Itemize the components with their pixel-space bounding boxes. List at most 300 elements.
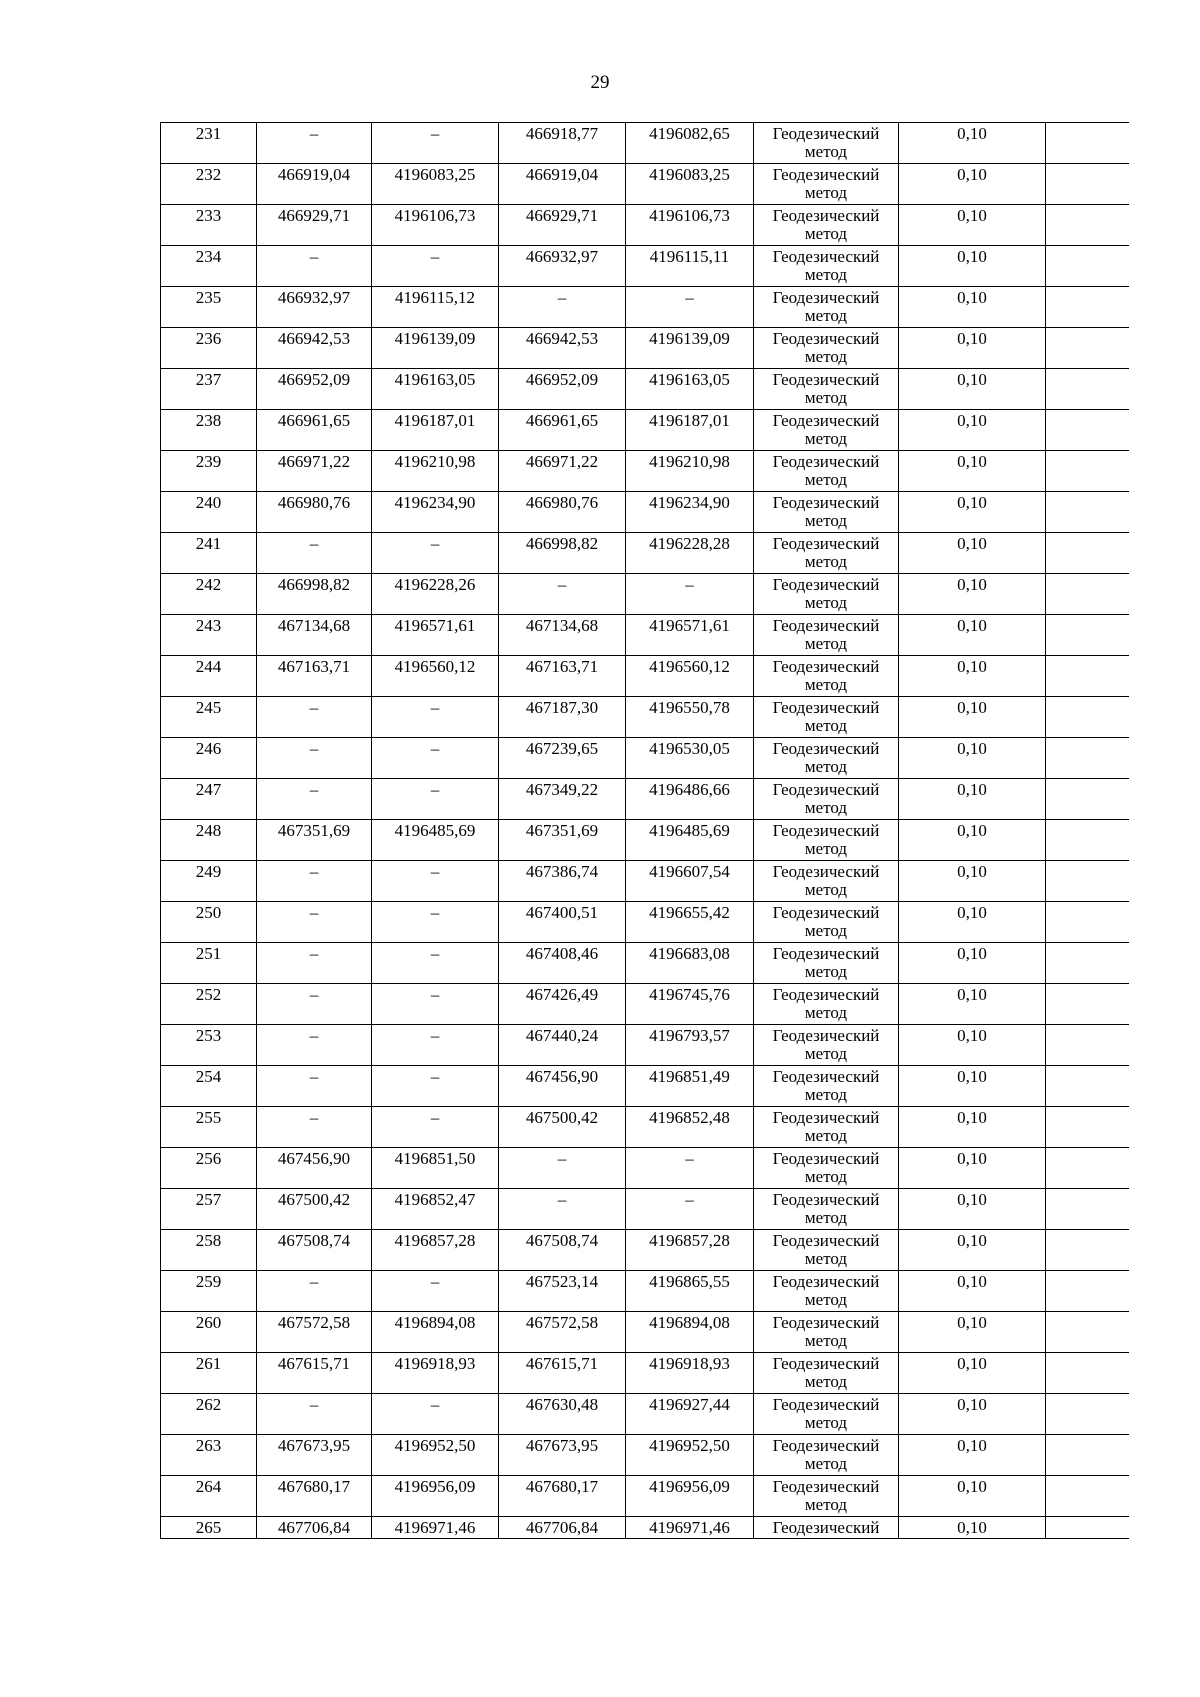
new-x-cell: 466929,71	[499, 205, 626, 246]
accuracy-cell: 0,10	[899, 1435, 1046, 1476]
existing-x-cell: –	[257, 246, 372, 287]
point-number-cell: 265	[161, 1517, 257, 1539]
accuracy-cell: 0,10	[899, 861, 1046, 902]
point-number-cell: 231	[161, 123, 257, 164]
existing-y-cell: 4196106,73	[372, 205, 499, 246]
new-y-cell: 4196228,28	[626, 533, 754, 574]
accuracy-cell: 0,10	[899, 984, 1046, 1025]
new-y-cell: 4196530,05	[626, 738, 754, 779]
new-x-cell: 466942,53	[499, 328, 626, 369]
new-y-cell: 4196210,98	[626, 451, 754, 492]
new-x-cell: 467456,90	[499, 1066, 626, 1107]
new-x-cell: 466918,77	[499, 123, 626, 164]
existing-y-cell: –	[372, 697, 499, 738]
method-cell: Геодезический метод	[754, 615, 899, 656]
existing-x-cell: 467163,71	[257, 656, 372, 697]
point-number-cell: 237	[161, 369, 257, 410]
method-cell: Геодезический метод	[754, 451, 899, 492]
point-number-cell: 260	[161, 1312, 257, 1353]
accuracy-cell: 0,10	[899, 533, 1046, 574]
method-cell: Геодезический метод	[754, 1435, 899, 1476]
empty-cell	[1046, 1435, 1129, 1476]
existing-y-cell: –	[372, 738, 499, 779]
existing-x-cell: –	[257, 861, 372, 902]
empty-cell	[1046, 697, 1129, 738]
table-row	[161, 1066, 1129, 1107]
existing-y-cell: –	[372, 1271, 499, 1312]
accuracy-cell: 0,10	[899, 902, 1046, 943]
empty-cell	[1046, 1230, 1129, 1271]
point-number-cell: 247	[161, 779, 257, 820]
empty-cell	[1046, 369, 1129, 410]
new-y-cell: 4196793,57	[626, 1025, 754, 1066]
existing-x-cell: 466998,82	[257, 574, 372, 615]
existing-y-cell: 4196857,28	[372, 1230, 499, 1271]
existing-y-cell: –	[372, 902, 499, 943]
point-number-cell: 264	[161, 1476, 257, 1517]
accuracy-cell: 0,10	[899, 246, 1046, 287]
method-cell: Геодезический метод	[754, 738, 899, 779]
new-x-cell: 467134,68	[499, 615, 626, 656]
existing-y-cell: 4196956,09	[372, 1476, 499, 1517]
new-y-cell: –	[626, 1189, 754, 1230]
existing-x-cell: 466932,97	[257, 287, 372, 328]
point-number-cell: 240	[161, 492, 257, 533]
existing-x-cell: 466961,65	[257, 410, 372, 451]
accuracy-cell: 0,10	[899, 574, 1046, 615]
table-row	[161, 1271, 1129, 1312]
existing-x-cell: –	[257, 779, 372, 820]
new-x-cell: –	[499, 1189, 626, 1230]
accuracy-cell: 0,10	[899, 943, 1046, 984]
table-row	[161, 697, 1129, 738]
new-y-cell: 4196139,09	[626, 328, 754, 369]
new-x-cell: 466919,04	[499, 164, 626, 205]
existing-y-cell: –	[372, 1394, 499, 1435]
accuracy-cell: 0,10	[899, 1025, 1046, 1066]
point-number-cell: 236	[161, 328, 257, 369]
new-y-cell: 4196956,09	[626, 1476, 754, 1517]
new-y-cell: 4196971,46	[626, 1517, 754, 1539]
page-number: 29	[590, 72, 610, 93]
existing-y-cell: 4196115,12	[372, 287, 499, 328]
accuracy-cell: 0,10	[899, 1189, 1046, 1230]
accuracy-cell: 0,10	[899, 1107, 1046, 1148]
table-row	[161, 1312, 1129, 1353]
new-y-cell: –	[626, 574, 754, 615]
new-x-cell: –	[499, 574, 626, 615]
new-x-cell: 467351,69	[499, 820, 626, 861]
existing-y-cell: 4196139,09	[372, 328, 499, 369]
empty-cell	[1046, 287, 1129, 328]
table-row	[161, 369, 1129, 410]
table-row	[161, 1189, 1129, 1230]
existing-x-cell: –	[257, 943, 372, 984]
existing-y-cell: 4196851,50	[372, 1148, 499, 1189]
existing-y-cell: –	[372, 1066, 499, 1107]
new-y-cell: 4196865,55	[626, 1271, 754, 1312]
new-y-cell: 4196485,69	[626, 820, 754, 861]
method-cell: Геодезический метод	[754, 1107, 899, 1148]
existing-y-cell: –	[372, 779, 499, 820]
coordinates-table	[160, 122, 1129, 1539]
accuracy-cell: 0,10	[899, 369, 1046, 410]
empty-cell	[1046, 533, 1129, 574]
new-y-cell: 4196918,93	[626, 1353, 754, 1394]
point-number-cell: 246	[161, 738, 257, 779]
new-y-cell: 4196851,49	[626, 1066, 754, 1107]
method-cell: Геодезический метод	[754, 287, 899, 328]
new-x-cell: 467508,74	[499, 1230, 626, 1271]
existing-x-cell: 466952,09	[257, 369, 372, 410]
new-x-cell: 467400,51	[499, 902, 626, 943]
coordinates-table-body	[161, 123, 1129, 1539]
new-y-cell: 4196852,48	[626, 1107, 754, 1148]
accuracy-cell: 0,10	[899, 328, 1046, 369]
accuracy-cell: 0,10	[899, 410, 1046, 451]
existing-y-cell: 4196571,61	[372, 615, 499, 656]
point-number-cell: 259	[161, 1271, 257, 1312]
point-number-cell: 254	[161, 1066, 257, 1107]
point-number-cell: 258	[161, 1230, 257, 1271]
empty-cell	[1046, 328, 1129, 369]
existing-y-cell: –	[372, 533, 499, 574]
point-number-cell: 241	[161, 533, 257, 574]
method-cell: Геодезический метод	[754, 1230, 899, 1271]
table-row	[161, 861, 1129, 902]
existing-x-cell: 467706,84	[257, 1517, 372, 1539]
existing-x-cell: 467456,90	[257, 1148, 372, 1189]
existing-x-cell: 467572,58	[257, 1312, 372, 1353]
table-row	[161, 533, 1129, 574]
method-cell: Геодезический метод	[754, 492, 899, 533]
accuracy-cell: 0,10	[899, 615, 1046, 656]
empty-cell	[1046, 1189, 1129, 1230]
existing-y-cell: 4196187,01	[372, 410, 499, 451]
empty-cell	[1046, 492, 1129, 533]
existing-x-cell: –	[257, 1271, 372, 1312]
empty-cell	[1046, 1271, 1129, 1312]
existing-y-cell: –	[372, 984, 499, 1025]
accuracy-cell: 0,10	[899, 820, 1046, 861]
existing-x-cell: 467351,69	[257, 820, 372, 861]
new-y-cell: 4196927,44	[626, 1394, 754, 1435]
new-y-cell: 4196952,50	[626, 1435, 754, 1476]
existing-x-cell: –	[257, 1025, 372, 1066]
accuracy-cell: 0,10	[899, 1066, 1046, 1107]
table-row	[161, 615, 1129, 656]
empty-cell	[1046, 615, 1129, 656]
existing-x-cell: –	[257, 697, 372, 738]
table-row	[161, 1107, 1129, 1148]
existing-x-cell: 467673,95	[257, 1435, 372, 1476]
new-y-cell: 4196187,01	[626, 410, 754, 451]
table-row	[161, 287, 1129, 328]
existing-x-cell: 466980,76	[257, 492, 372, 533]
method-cell: Геодезический метод	[754, 697, 899, 738]
point-number-cell: 252	[161, 984, 257, 1025]
existing-x-cell: 467615,71	[257, 1353, 372, 1394]
new-y-cell: 4196115,11	[626, 246, 754, 287]
existing-y-cell: 4196228,26	[372, 574, 499, 615]
new-x-cell: 467500,42	[499, 1107, 626, 1148]
new-x-cell: 467408,46	[499, 943, 626, 984]
empty-cell	[1046, 1517, 1129, 1539]
empty-cell	[1046, 656, 1129, 697]
method-cell: Геодезический метод	[754, 328, 899, 369]
existing-x-cell: –	[257, 984, 372, 1025]
new-y-cell: 4196607,54	[626, 861, 754, 902]
method-cell: Геодезический метод	[754, 984, 899, 1025]
point-number-cell: 234	[161, 246, 257, 287]
empty-cell	[1046, 205, 1129, 246]
accuracy-cell: 0,10	[899, 697, 1046, 738]
point-number-cell: 233	[161, 205, 257, 246]
method-cell: Геодезический метод	[754, 820, 899, 861]
table-row	[161, 656, 1129, 697]
method-cell: Геодезический	[754, 1517, 899, 1539]
new-y-cell: 4196082,65	[626, 123, 754, 164]
new-x-cell: 466971,22	[499, 451, 626, 492]
method-cell: Геодезический метод	[754, 410, 899, 451]
existing-x-cell: –	[257, 738, 372, 779]
accuracy-cell: 0,10	[899, 1148, 1046, 1189]
method-cell: Геодезический метод	[754, 164, 899, 205]
existing-x-cell: 467134,68	[257, 615, 372, 656]
table-row	[161, 943, 1129, 984]
new-y-cell: 4196857,28	[626, 1230, 754, 1271]
new-x-cell: 467680,17	[499, 1476, 626, 1517]
method-cell: Геодезический метод	[754, 1025, 899, 1066]
table-row	[161, 1394, 1129, 1435]
method-cell: Геодезический метод	[754, 861, 899, 902]
existing-y-cell: –	[372, 943, 499, 984]
new-x-cell: 467239,65	[499, 738, 626, 779]
method-cell: Геодезический метод	[754, 943, 899, 984]
accuracy-cell: 0,10	[899, 492, 1046, 533]
existing-y-cell: 4196083,25	[372, 164, 499, 205]
existing-x-cell: –	[257, 1066, 372, 1107]
empty-cell	[1046, 123, 1129, 164]
point-number-cell: 262	[161, 1394, 257, 1435]
table-row	[161, 779, 1129, 820]
existing-y-cell: –	[372, 1025, 499, 1066]
point-number-cell: 257	[161, 1189, 257, 1230]
empty-cell	[1046, 779, 1129, 820]
empty-cell	[1046, 574, 1129, 615]
point-number-cell: 242	[161, 574, 257, 615]
empty-cell	[1046, 1394, 1129, 1435]
point-number-cell: 256	[161, 1148, 257, 1189]
new-y-cell: 4196486,66	[626, 779, 754, 820]
table-row	[161, 820, 1129, 861]
new-x-cell: 466961,65	[499, 410, 626, 451]
table-row	[161, 1025, 1129, 1066]
point-number-cell: 249	[161, 861, 257, 902]
existing-x-cell: 466919,04	[257, 164, 372, 205]
new-y-cell: 4196655,42	[626, 902, 754, 943]
new-x-cell: 467630,48	[499, 1394, 626, 1435]
point-number-cell: 248	[161, 820, 257, 861]
table-row	[161, 246, 1129, 287]
new-y-cell: –	[626, 287, 754, 328]
table-row	[161, 205, 1129, 246]
table-row	[161, 164, 1129, 205]
point-number-cell: 263	[161, 1435, 257, 1476]
accuracy-cell: 0,10	[899, 1476, 1046, 1517]
new-x-cell: 467523,14	[499, 1271, 626, 1312]
table-row	[161, 1353, 1129, 1394]
table-row	[161, 123, 1129, 164]
empty-cell	[1046, 1148, 1129, 1189]
new-y-cell: 4196234,90	[626, 492, 754, 533]
empty-cell	[1046, 246, 1129, 287]
method-cell: Геодезический метод	[754, 369, 899, 410]
empty-cell	[1046, 1312, 1129, 1353]
existing-x-cell: –	[257, 533, 372, 574]
existing-y-cell: 4196234,90	[372, 492, 499, 533]
accuracy-cell: 0,10	[899, 738, 1046, 779]
point-number-cell: 261	[161, 1353, 257, 1394]
table-row	[161, 328, 1129, 369]
existing-x-cell: –	[257, 1107, 372, 1148]
method-cell: Геодезический метод	[754, 1353, 899, 1394]
existing-y-cell: –	[372, 246, 499, 287]
new-x-cell: 467440,24	[499, 1025, 626, 1066]
new-y-cell: 4196106,73	[626, 205, 754, 246]
existing-y-cell: 4196894,08	[372, 1312, 499, 1353]
new-x-cell: 467187,30	[499, 697, 626, 738]
accuracy-cell: 0,10	[899, 123, 1046, 164]
method-cell: Геодезический метод	[754, 1148, 899, 1189]
point-number-cell: 235	[161, 287, 257, 328]
empty-cell	[1046, 1107, 1129, 1148]
method-cell: Геодезический метод	[754, 246, 899, 287]
empty-cell	[1046, 902, 1129, 943]
existing-y-cell: 4196485,69	[372, 820, 499, 861]
method-cell: Геодезический метод	[754, 902, 899, 943]
method-cell: Геодезический метод	[754, 1066, 899, 1107]
accuracy-cell: 0,10	[899, 287, 1046, 328]
accuracy-cell: 0,10	[899, 1353, 1046, 1394]
new-y-cell: 4196560,12	[626, 656, 754, 697]
accuracy-cell: 0,10	[899, 451, 1046, 492]
point-number-cell: 253	[161, 1025, 257, 1066]
existing-x-cell: –	[257, 1394, 372, 1435]
new-x-cell: 467349,22	[499, 779, 626, 820]
existing-y-cell: 4196560,12	[372, 656, 499, 697]
point-number-cell: 239	[161, 451, 257, 492]
point-number-cell: 251	[161, 943, 257, 984]
new-x-cell: –	[499, 1148, 626, 1189]
accuracy-cell: 0,10	[899, 205, 1046, 246]
point-number-cell: 255	[161, 1107, 257, 1148]
method-cell: Геодезический метод	[754, 1394, 899, 1435]
table-row	[161, 902, 1129, 943]
method-cell: Геодезический метод	[754, 1476, 899, 1517]
point-number-cell: 250	[161, 902, 257, 943]
new-y-cell: 4196571,61	[626, 615, 754, 656]
table-row	[161, 492, 1129, 533]
table-row	[161, 451, 1129, 492]
new-x-cell: 467673,95	[499, 1435, 626, 1476]
accuracy-cell: 0,10	[899, 1230, 1046, 1271]
table-row	[161, 984, 1129, 1025]
accuracy-cell: 0,10	[899, 1271, 1046, 1312]
existing-x-cell: 467500,42	[257, 1189, 372, 1230]
existing-y-cell: 4196210,98	[372, 451, 499, 492]
method-cell: Геодезический метод	[754, 1312, 899, 1353]
empty-cell	[1046, 1066, 1129, 1107]
existing-y-cell: –	[372, 123, 499, 164]
empty-cell	[1046, 984, 1129, 1025]
empty-cell	[1046, 738, 1129, 779]
accuracy-cell: 0,10	[899, 164, 1046, 205]
table-row	[161, 574, 1129, 615]
point-number-cell: 244	[161, 656, 257, 697]
table-row	[161, 1230, 1129, 1271]
new-y-cell: 4196894,08	[626, 1312, 754, 1353]
method-cell: Геодезический метод	[754, 533, 899, 574]
empty-cell	[1046, 1476, 1129, 1517]
new-x-cell: 466932,97	[499, 246, 626, 287]
empty-cell	[1046, 1353, 1129, 1394]
existing-x-cell: 467680,17	[257, 1476, 372, 1517]
point-number-cell: 232	[161, 164, 257, 205]
existing-x-cell: –	[257, 902, 372, 943]
empty-cell	[1046, 943, 1129, 984]
existing-y-cell: –	[372, 861, 499, 902]
new-x-cell: 467706,84	[499, 1517, 626, 1539]
existing-y-cell: 4196971,46	[372, 1517, 499, 1539]
method-cell: Геодезический метод	[754, 779, 899, 820]
new-x-cell: 467163,71	[499, 656, 626, 697]
accuracy-cell: 0,10	[899, 1517, 1046, 1539]
empty-cell	[1046, 861, 1129, 902]
new-x-cell: 467426,49	[499, 984, 626, 1025]
new-x-cell: –	[499, 287, 626, 328]
existing-x-cell: 467508,74	[257, 1230, 372, 1271]
empty-cell	[1046, 164, 1129, 205]
new-x-cell: 467386,74	[499, 861, 626, 902]
new-y-cell: 4196683,08	[626, 943, 754, 984]
empty-cell	[1046, 1025, 1129, 1066]
accuracy-cell: 0,10	[899, 656, 1046, 697]
new-y-cell: 4196745,76	[626, 984, 754, 1025]
empty-cell	[1046, 451, 1129, 492]
existing-x-cell: 466942,53	[257, 328, 372, 369]
method-cell: Геодезический метод	[754, 1271, 899, 1312]
accuracy-cell: 0,10	[899, 1394, 1046, 1435]
existing-x-cell: –	[257, 123, 372, 164]
existing-x-cell: 466929,71	[257, 205, 372, 246]
table-row	[161, 410, 1129, 451]
method-cell: Геодезический метод	[754, 656, 899, 697]
accuracy-cell: 0,10	[899, 1312, 1046, 1353]
accuracy-cell: 0,10	[899, 779, 1046, 820]
new-x-cell: 466980,76	[499, 492, 626, 533]
point-number-cell: 243	[161, 615, 257, 656]
existing-y-cell: 4196163,05	[372, 369, 499, 410]
existing-x-cell: 466971,22	[257, 451, 372, 492]
existing-y-cell: 4196918,93	[372, 1353, 499, 1394]
existing-y-cell: 4196952,50	[372, 1435, 499, 1476]
new-y-cell: 4196550,78	[626, 697, 754, 738]
method-cell: Геодезический метод	[754, 205, 899, 246]
new-x-cell: 466998,82	[499, 533, 626, 574]
existing-y-cell: 4196852,47	[372, 1189, 499, 1230]
table-row	[161, 1517, 1129, 1539]
